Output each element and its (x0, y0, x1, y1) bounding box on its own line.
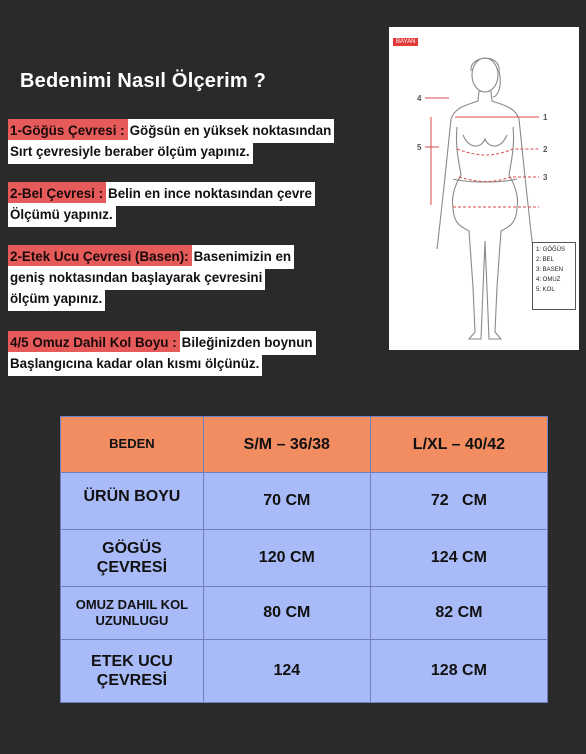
instruction-text: ölçüm yapınız. (8, 287, 105, 311)
instruction-hip (8, 245, 294, 308)
row-label-line: GÖGÜS (102, 540, 162, 557)
table-cell: 82 CM (370, 587, 547, 640)
instruction-text: Göğsün en yüksek noktasından (128, 119, 335, 143)
table-cell: 80 CM (203, 587, 370, 640)
table-row (61, 530, 548, 587)
marker-1: 1 (543, 113, 548, 122)
instruction-chest (8, 119, 334, 161)
table-cell: 70 CM (203, 473, 370, 530)
legend-item: 2: BEL (536, 257, 555, 263)
marker-3: 3 (543, 173, 548, 182)
instruction-text: Sırt çevresiyle beraber ölçüm yapınız. (8, 140, 253, 164)
row-label-line: UZUNLUGU (95, 613, 169, 628)
table-cell: 124 (203, 640, 370, 703)
row-label-line: ÇEVRESİ (96, 672, 168, 689)
table-cell: 120 CM (203, 530, 370, 587)
instruction-text: Bileğinizden boynun (180, 331, 316, 355)
marker-4: 4 (417, 94, 422, 103)
table-cell: 124 CM (370, 530, 547, 587)
row-label-line: ÇEVRESİ (96, 559, 168, 576)
page-title: Bedenimi Nasıl Ölçerim ? (20, 70, 266, 92)
size-table (60, 416, 548, 703)
table-row (61, 640, 548, 703)
instruction-text: Başlangıcına kadar olan kısmı ölçünüz. (8, 352, 262, 376)
table-row (61, 473, 548, 530)
row-label-line: OMUZ DAHIL KOL (75, 597, 189, 612)
instruction-text: Belin en ince noktasından çevre (106, 182, 315, 206)
header-cell: S/M – 36/38 (203, 417, 370, 473)
legend-item: 1: GÖĞÜS (536, 247, 566, 253)
instruction-label: 2-Etek Ucu Çevresi (Basen): (8, 245, 192, 269)
figure-legend (532, 242, 576, 310)
table-header-row (61, 417, 548, 473)
measurement-figure (389, 27, 579, 350)
instruction-text: Basenimizin en (192, 245, 294, 269)
header-cell: BEDEN (61, 417, 204, 473)
row-label (61, 640, 204, 703)
table-row (61, 587, 548, 640)
row-label-line: ETEK UCU (91, 653, 173, 670)
instruction-waist (8, 182, 315, 224)
header-cell: L/XL – 40/42 (370, 417, 547, 473)
row-label (61, 473, 204, 530)
table-cell: 128 CM (370, 640, 547, 703)
instruction-label: 2-Bel Çevresi : (8, 182, 106, 206)
legend-item: 4: OMUZ (536, 277, 561, 283)
instruction-label: 1-Göğüs Çevresi : (8, 119, 128, 143)
row-label (61, 587, 204, 640)
row-label-line: ÜRÜN BOYU (83, 488, 181, 505)
marker-5: 5 (417, 143, 422, 152)
instruction-arm-length (8, 331, 316, 373)
instruction-text: Ölçümü yapınız. (8, 203, 116, 227)
table-cell: 72 CM (370, 473, 547, 530)
instruction-label: 4/5 Omuz Dahil Kol Boyu : (8, 331, 180, 355)
row-label (61, 530, 204, 587)
instruction-text: geniş noktasından başlayarak çevresini (8, 266, 265, 290)
marker-2: 2 (543, 145, 548, 154)
legend-item: 3: BASEN (536, 267, 564, 273)
figure-tag: BAYAN (393, 38, 418, 46)
legend-item: 5: KOL (536, 287, 555, 293)
